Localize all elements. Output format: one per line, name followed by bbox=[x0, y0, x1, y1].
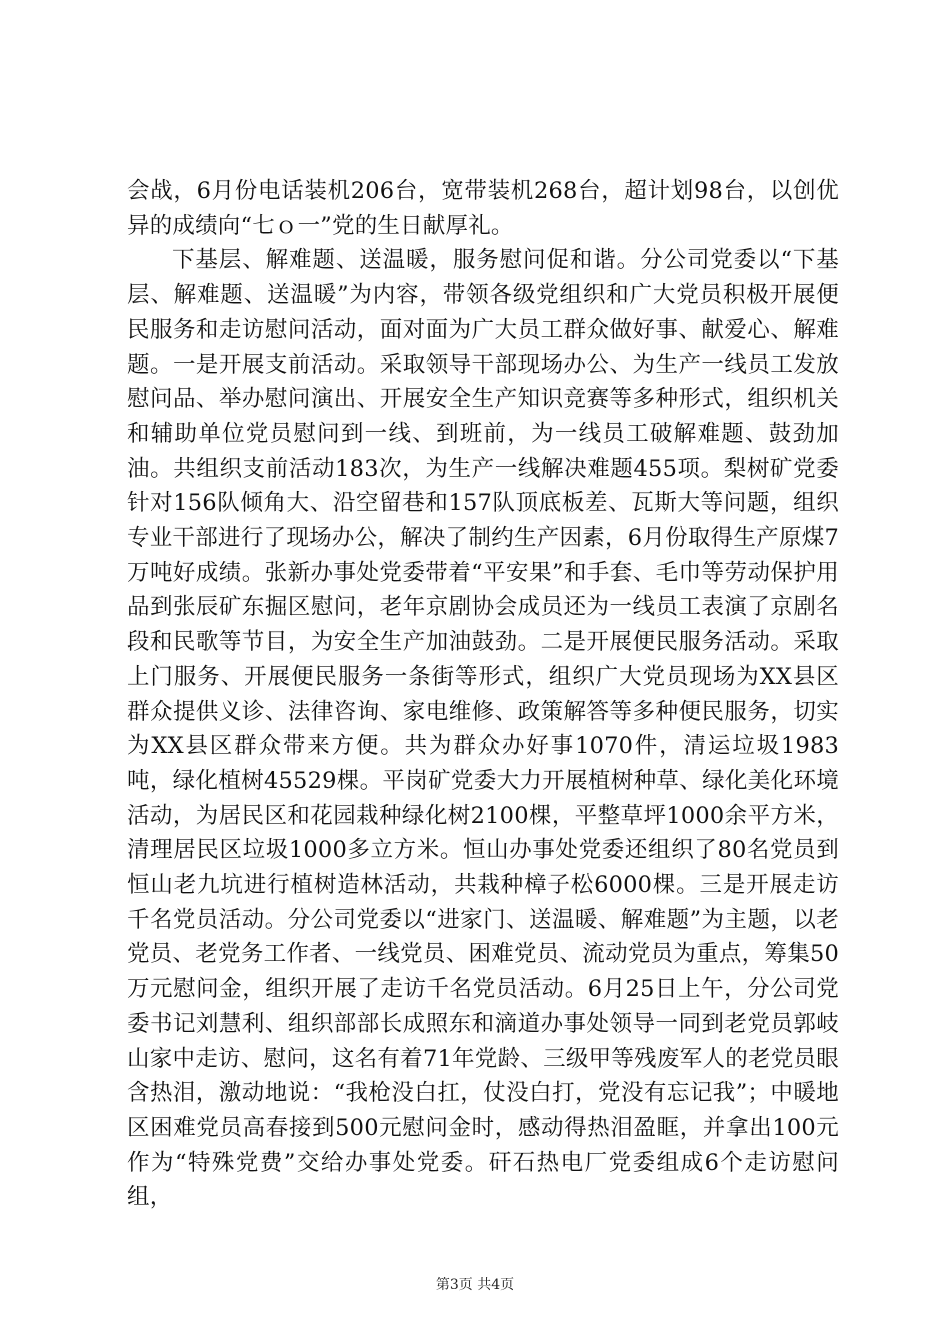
paragraph-2: 下基层、解难题、送温暖，服务慰问促和谐。分公司党委以“下基层、解难题、送温暖”为内容，带领各级党组织和广大党员积极开展便民服务和走访慰问活动，面对面为广大员工群众做好事、献爱心、解难题。一是开展支前活动。采取领导干部现场办公、为生产一线员工发放慰问品、举办慰问演出、开展安全生产知识竞赛等多种形式，组织机关和辅助单位党员慰问到一线、到班前，为一线员工破解难题、鼓劲加油。共组织支前活动183次，为生产一线解决难题455项。梨树矿党委针对156队倾角大、沿空留巷和157队顶底板差、瓦斯大等问题，组织专业干部进行了现场办公，解决了制约生产因素，6月份取得生产原煤7万吨好成绩。张新办事处党委带着“平安果”和手套、毛巾等劳动保护用品到张辰矿东掘区慰问，老年京剧协会成员还为一线员工表演了京剧名段和民歌等节目，为安全生产加油鼓劲。二是开展便民服务活动。采取上门服务、开展便民服务一条街等形式，组织广大党员现场为XX县区群众提供义诊、法律咨询、家电维修、政策解答等多种便民服务，切实为XX县区群众带来方便。共为群众办好事1070件，清运垃圾1983吨，绿化植树45529棵。平岗矿党委大力开展植树种草、绿化美化环境活动，为居民区和花园栽种绿化树2100棵，平整草坪1000余平方米，清理居民区垃圾1000多立方米。恒山办事处党委还组织了80名党员到恒山老九坑进行植树造林活动，共栽种樟子松6000棵。三是开展走访千名党员活动。分公司党委以“进家门、送温暖、解难题”为主题，以老党员、老党务工作者、一线党员、困难党员、流动党员为重点，筹集50万元慰问金，组织开展了走访千名党员活动。6月25日上午，分公司党委书记刘慧利、组织部部长成照东和滴道办事处领导一同到老党员郭岐山家中走访、慰问，这名有着71年党龄、三级甲等残废军人的老党员眼含热泪，激动地说：“我枪没白扛，仗没白打，党没有忘记我”；中暖地区困难党员高春接到500元慰问金时，感动得热泪盈眶，并拿出100元作为“特殊党费”交给办事处党委。矸石热电厂党委组成6个走访慰问组， bbox=[127, 247, 839, 1211]
paragraph-1: 会战，6月份电话装机206台，宽带装机268台，超计划98台，以创优异的成绩向“七ｏ一”党的生日献厚礼。 bbox=[127, 178, 839, 239]
page-footer bbox=[0, 1274, 950, 1294]
body-text bbox=[127, 174, 839, 1215]
page-number: 第3页 共4页 bbox=[435, 1277, 515, 1293]
